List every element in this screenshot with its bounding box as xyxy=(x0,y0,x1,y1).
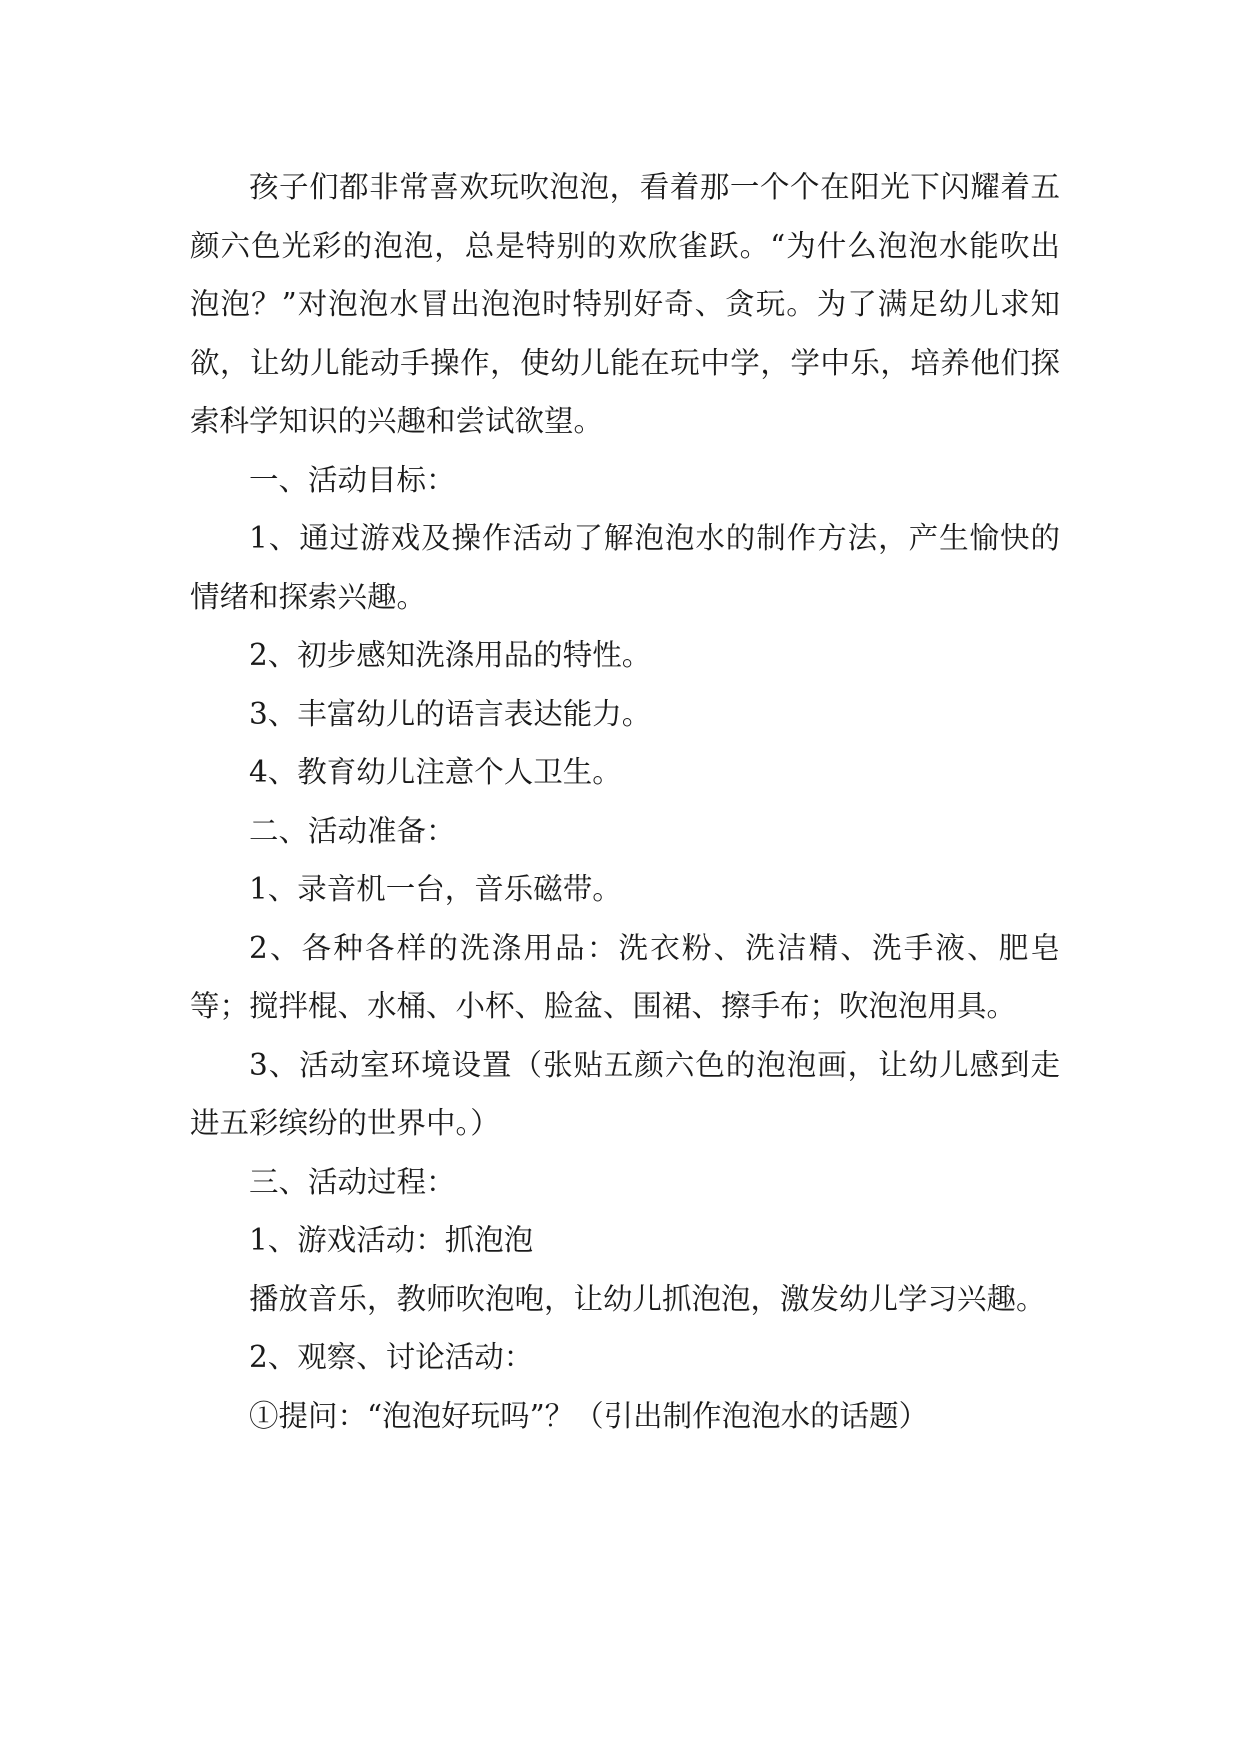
goal-item-2: 2、初步感知洗涤用品的特性。 xyxy=(249,638,652,672)
document-body xyxy=(190,158,1060,1445)
goal-item-1: 1、通过游戏及操作活动了解泡泡水的制作方法，产生愉快的情绪和探索兴趣。 xyxy=(190,521,1060,614)
section-heading-preparation: 二、活动准备： xyxy=(249,813,456,848)
goal-item-4: 4、教育幼儿注意个人卫生。 xyxy=(249,755,622,789)
process-step-2: 2、观察、讨论活动： xyxy=(249,1340,534,1374)
section-heading-goals: 一、活动目标： xyxy=(249,462,456,497)
preparation-item-3: 3、活动室环境设置（张贴五颜六色的泡泡画，让幼儿感到走进五彩缤纷的世界中。） xyxy=(190,1047,1060,1140)
intro-paragraph: 孩子们都非常喜欢玩吹泡泡，看着那一个个在阳光下闪耀着五颜六色光彩的泡泡，总是特别的欢欣雀跃。“为什么泡泡水能吹出泡泡？”对泡泡水冒出泡泡时特别好奇、贪玩。为了满足幼儿求知欲，让幼儿能动手操作，使幼儿能在玩中学，学中乐，培养他们探索科学知识的兴趣和尝试欲望。 xyxy=(190,170,1060,438)
process-step-1-detail: 播放音乐，教师吹泡咆，让幼儿抓泡泡，激发幼儿学习兴趣。 xyxy=(249,1281,1046,1316)
goal-item-3: 3、丰富幼儿的语言表达能力。 xyxy=(249,696,652,731)
process-step-1: 1、游戏活动：抓泡泡 xyxy=(249,1223,534,1257)
section-heading-process: 三、活动过程： xyxy=(249,1164,456,1199)
preparation-item-2: 2、各种各样的洗涤用品：洗衣粉、洗洁精、洗手液、肥皂等；搅拌棍、水桶、小杯、脸盆、围裙、擦手布；吹泡泡用具。 xyxy=(190,930,1060,1023)
process-step-2-question: ①提问：“泡泡好玩吗”？（引出制作泡泡水的话题） xyxy=(249,1398,929,1433)
preparation-item-1: 1、录音机一台，音乐磁带。 xyxy=(249,872,622,906)
